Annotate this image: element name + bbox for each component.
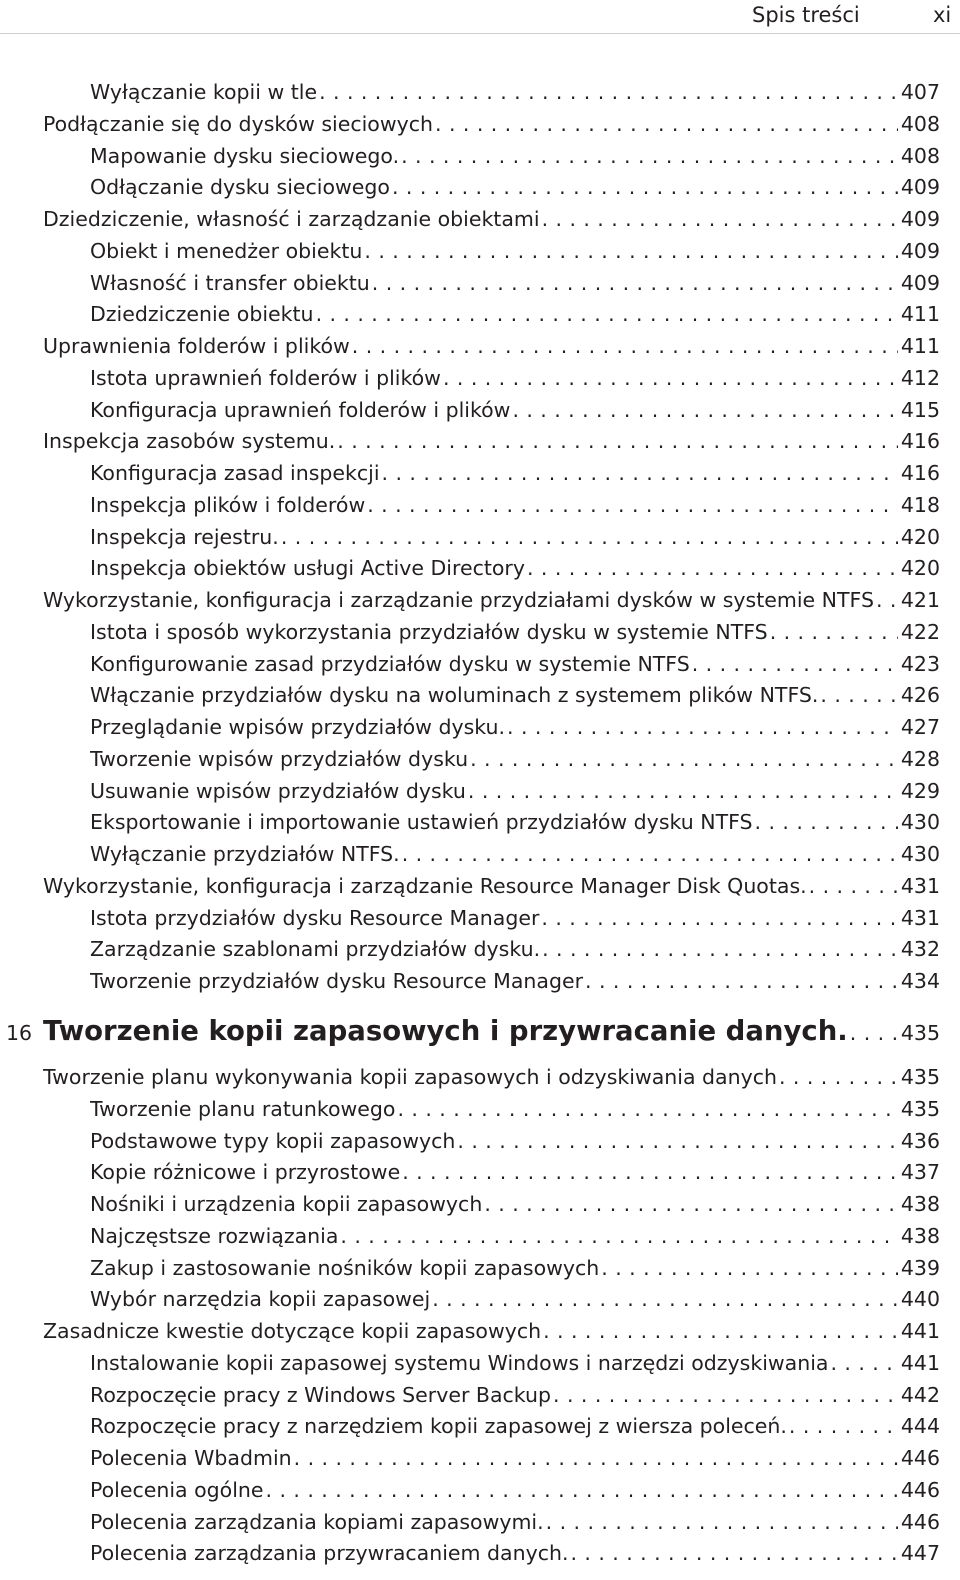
dot-leader (512, 395, 897, 425)
toc-entry-title: Zasadnicze kwestie dotyczące kopii zapasowych (43, 1319, 542, 1343)
toc-entry-page: 409 (900, 207, 940, 231)
toc-section-entry[interactable] (43, 109, 940, 139)
toc-subsection-entry[interactable] (90, 490, 940, 520)
toc-section-entry[interactable] (43, 1316, 940, 1346)
dot-leader (553, 1380, 898, 1410)
toc-subsection-entry[interactable] (90, 522, 940, 552)
toc-entry-page: 441 (900, 1319, 940, 1343)
toc-entry-title: Wyłączanie przydziałów NTFS. (90, 842, 400, 866)
toc-entry-title: Instalowanie kopii zapasowej systemu Windows i narzędzi odzyskiwania (90, 1350, 829, 1375)
toc-subsection-entry[interactable] (90, 903, 940, 933)
dot-leader (543, 1316, 898, 1346)
toc-entry-title: Konfigurowanie zasad przydziałów dysku w systemie NTFS (90, 651, 690, 676)
toc-subsection-entry[interactable] (90, 1253, 940, 1283)
toc-entry-title: Włączanie przydziałów dysku na woluminach z systemem plików NTFS. (90, 683, 819, 708)
dot-leader (435, 109, 898, 139)
toc-entry-page: 421 (900, 588, 940, 612)
dot-leader (541, 903, 897, 933)
toc-subsection-entry[interactable] (90, 1157, 940, 1187)
toc-entry-title: Inspekcja rejestru. (90, 524, 279, 549)
toc-subsection-entry[interactable] (90, 1126, 940, 1156)
dot-leader (507, 712, 898, 742)
page-header (0, 0, 960, 34)
dot-leader (571, 1538, 898, 1568)
toc-entry-title: Eksportowanie i importowanie ustawień przydziałów dysku NTFS (90, 810, 753, 835)
toc-entry-page: 437 (900, 1160, 940, 1185)
toc-subsection-entry[interactable] (90, 680, 940, 710)
toc-entry-page: 444 (900, 1414, 940, 1439)
toc-entry-title: Rozpoczęcie pracy z Windows Server Backup (90, 1382, 552, 1407)
toc-entry-title: Kopie różnicowe i przyrostowe (90, 1160, 401, 1185)
toc-subsection-entry[interactable] (90, 807, 940, 837)
dot-leader (402, 1157, 898, 1187)
toc-subsection-entry[interactable] (90, 934, 940, 964)
toc-subsection-entry[interactable] (90, 1380, 940, 1410)
dot-leader (542, 204, 898, 234)
toc-subsection-entry[interactable] (90, 1284, 940, 1314)
toc-subsection-entry[interactable] (90, 712, 940, 742)
toc-entry-title: Przeglądanie wpisów przydziałów dysku. (90, 715, 506, 739)
dot-leader (850, 1021, 898, 1045)
toc-subsection-entry[interactable] (90, 839, 940, 869)
dot-leader (372, 268, 898, 298)
toc-entry-page: 428 (900, 746, 940, 771)
toc-entry-page: 409 (900, 238, 940, 263)
toc-entry-page: 420 (900, 524, 940, 549)
dot-leader (831, 1348, 898, 1378)
toc-entry-page: 411 (900, 334, 940, 358)
toc-subsection-entry[interactable] (90, 1507, 940, 1537)
toc-entry-title: Mapowanie dysku sieciowego. (90, 143, 400, 168)
toc-subsection-entry[interactable] (90, 776, 940, 806)
toc-entry-page: 409 (900, 270, 940, 295)
toc-entry-title: Rozpoczęcie pracy z narzędziem kopii zapasowej z wiersza poleceń. (90, 1414, 787, 1439)
dot-leader (876, 585, 898, 615)
dot-leader (468, 776, 898, 806)
toc-entry-title: Obiekt i menedżer obiektu (90, 238, 363, 263)
header-rule (0, 33, 960, 34)
toc-subsection-entry[interactable] (90, 77, 940, 107)
toc-entry-title: Inspekcja obiektów usługi Active Directory (90, 556, 525, 581)
toc-subsection-entry[interactable] (90, 553, 940, 583)
toc-entry-page: 408 (900, 111, 940, 136)
dot-leader (367, 490, 898, 520)
toc-section-entry[interactable] (43, 204, 940, 234)
dot-leader (527, 553, 898, 583)
toc-entry-page: 422 (900, 619, 940, 644)
dot-leader (770, 617, 898, 647)
toc-entry-title: Polecenia zarządzania kopiami zapasowymi. (90, 1509, 544, 1534)
toc-entry-title: Polecenia zarządzania przywracaniem danych. (90, 1541, 569, 1566)
dot-leader (779, 1062, 898, 1092)
toc-entry-page: 446 (900, 1509, 940, 1534)
toc-entry-page: 431 (900, 873, 940, 898)
dot-leader (432, 1284, 898, 1314)
dot-leader (281, 522, 898, 552)
toc-subsection-entry[interactable] (90, 1411, 940, 1441)
toc-subsection-entry[interactable] (90, 1189, 940, 1219)
toc-entry-title: Uprawnienia folderów i plików (43, 334, 350, 358)
dot-leader (542, 934, 898, 964)
toc-entry-title: Zakup i zastosowanie nośników kopii zapasowych (90, 1255, 600, 1280)
toc-entry-page: 420 (900, 556, 940, 581)
toc-subsection-entry[interactable] (90, 1221, 940, 1251)
toc-entry-page: 446 (900, 1446, 940, 1470)
toc-subsection-entry[interactable] (90, 395, 940, 425)
toc-entry-page: 416 (900, 429, 940, 454)
toc-entry-title: Najczęstsze rozwiązania (90, 1223, 339, 1248)
toc-entry-title: Zarządzanie szablonami przydziałów dysku. (90, 937, 541, 962)
toc-entry-title: Inspekcja plików i folderów (90, 492, 366, 517)
toc-subsection-entry[interactable] (90, 268, 940, 298)
toc-entry-title: Dziedziczenie obiektu (90, 302, 314, 327)
toc-entry-page: 415 (900, 397, 940, 422)
dot-leader (809, 871, 898, 901)
toc-entry-page: 434 (900, 969, 940, 993)
toc-entry-title: Tworzenie planu wykonywania kopii zapasowych i odzyskiwania danych (43, 1065, 777, 1089)
toc-entry-title: Wykorzystanie, konfiguracja i zarządzanie Resource Manager Disk Quotas. (43, 873, 807, 898)
toc-entry-page: 447 (900, 1541, 940, 1566)
toc-entry-page: 409 (900, 175, 940, 200)
dot-leader (319, 77, 898, 107)
toc-section-entry[interactable] (43, 331, 940, 361)
toc-section-entry[interactable] (43, 585, 940, 615)
toc-subsection-entry[interactable] (90, 617, 940, 647)
chapter-number: 16 (6, 1021, 33, 1045)
toc-subsection-entry[interactable] (90, 363, 940, 393)
toc-entry-page: 426 (900, 683, 940, 708)
dot-leader (546, 1507, 898, 1537)
toc-entry-page: 408 (900, 143, 940, 168)
toc-subsection-entry[interactable] (90, 299, 940, 329)
dot-leader (755, 807, 898, 837)
toc-entry-page: 435 (900, 1065, 940, 1089)
dot-leader (402, 839, 898, 869)
toc-entry-title: Istota przydziałów dysku Resource Manager (90, 905, 540, 930)
toc-subsection-entry[interactable] (90, 1443, 940, 1473)
toc-subsection-entry[interactable] (90, 649, 940, 679)
toc-entry-page: 438 (900, 1192, 940, 1216)
toc-entry-title: Wyłączanie kopii w tle (90, 80, 318, 104)
toc-entry-page: 442 (900, 1382, 940, 1407)
dot-leader (294, 1443, 898, 1473)
toc-entry-title: Istota uprawnień folderów i plików (90, 365, 441, 390)
toc-subsection-entry[interactable] (90, 1348, 940, 1378)
toc-entry-title: Nośniki i urządzenia kopii zapasowych (90, 1192, 483, 1216)
toc-entry-page: 429 (900, 778, 940, 803)
toc-section-entry[interactable] (43, 1062, 940, 1092)
toc-entry-page: 432 (900, 937, 940, 962)
dot-leader (364, 236, 897, 266)
dot-leader (397, 1094, 897, 1124)
chapter-title: Tworzenie kopii zapasowych i przywracanie danych. (43, 1015, 848, 1047)
toc-entry-page: 412 (900, 365, 940, 390)
toc-entry-page: 418 (900, 492, 940, 517)
toc-entry-title: Usuwanie wpisów przydziałów dysku (90, 778, 466, 803)
toc-subsection-entry[interactable] (90, 966, 940, 996)
dot-leader (470, 744, 898, 774)
dot-leader (382, 458, 898, 488)
toc-subsection-entry[interactable] (90, 744, 940, 774)
toc-entry-title: Konfiguracja zasad inspekcji (90, 461, 380, 485)
toc-entry-page: 439 (900, 1255, 940, 1280)
toc-subsection-entry[interactable] (90, 458, 940, 488)
toc-entry-page: 430 (900, 842, 940, 866)
dot-leader (337, 426, 898, 456)
toc-entry-title: Własność i transfer obiektu (90, 270, 370, 295)
toc-entry-page: 423 (900, 651, 940, 676)
toc-chapter-entry[interactable] (0, 1015, 940, 1057)
toc-entry-page: 411 (900, 302, 940, 327)
dot-leader (789, 1411, 898, 1441)
toc-entry-page: 416 (900, 461, 940, 485)
toc-entry-title: Konfiguracja uprawnień folderów i plików (90, 397, 511, 422)
toc-subsection-entry[interactable] (90, 172, 940, 202)
dot-leader (457, 1126, 897, 1156)
chapter-page: 435 (900, 1021, 940, 1045)
toc-entry-title: Tworzenie wpisów przydziałów dysku (90, 746, 469, 771)
dot-leader (401, 141, 898, 171)
toc-entry-title: Polecenia ogólne (90, 1477, 264, 1502)
toc-entry-title: Wykorzystanie, konfiguracja i zarządzanie przydziałami dysków w systemie NTFS (43, 588, 874, 612)
dot-leader (692, 649, 898, 679)
dot-leader (820, 680, 897, 710)
toc-entry-title: Odłączanie dysku sieciowego (90, 175, 390, 200)
toc-entry-page: 436 (900, 1128, 940, 1153)
toc-subsection-entry[interactable] (90, 236, 940, 266)
toc-entry-page: 430 (900, 810, 940, 835)
dot-leader (392, 172, 898, 202)
dot-leader (266, 1475, 898, 1505)
toc-entry-title: Podłączanie się do dysków sieciowych (43, 111, 434, 136)
toc-entry-page: 440 (900, 1287, 940, 1312)
toc-entry-title: Polecenia Wbadmin (90, 1446, 292, 1470)
toc-entry-title: Tworzenie planu ratunkowego (90, 1096, 396, 1121)
toc-section-entry[interactable] (43, 871, 940, 901)
toc-entry-page: 407 (900, 80, 940, 104)
toc-entry-page: 431 (900, 905, 940, 930)
toc-entry-page: 441 (900, 1350, 940, 1375)
toc-entry-title: Dziedziczenie, własność i zarządzanie obiektami (43, 207, 540, 231)
toc-subsection-entry[interactable] (90, 1094, 940, 1124)
toc-section-entry[interactable] (43, 426, 940, 456)
toc-entry-title: Inspekcja zasobów systemu. (43, 429, 336, 454)
toc-entry-page: 446 (900, 1477, 940, 1502)
toc-subsection-entry[interactable] (90, 1475, 940, 1505)
dot-leader (316, 299, 898, 329)
toc-subsection-entry[interactable] (90, 1538, 940, 1568)
toc-entry-title: Tworzenie przydziałów dysku Resource Manager (90, 969, 584, 993)
dot-leader (484, 1189, 898, 1219)
dot-leader (352, 331, 898, 361)
toc-entry-title: Istota i sposób wykorzystania przydziałów dysku w systemie NTFS (90, 619, 768, 644)
dot-leader (601, 1253, 898, 1283)
toc-entry-page: 435 (900, 1096, 940, 1121)
toc-entry-title: Podstawowe typy kopii zapasowych (90, 1128, 456, 1153)
running-header-page-number: xi (933, 3, 952, 27)
toc-entry-page: 438 (900, 1223, 940, 1248)
running-header-title: Spis treści (752, 3, 860, 27)
dot-leader (443, 363, 898, 393)
toc-entry-title: Wybór narzędzia kopii zapasowej (90, 1287, 431, 1312)
dot-leader (340, 1221, 897, 1251)
toc-subsection-entry[interactable] (90, 141, 940, 171)
toc-entry-page: 427 (900, 715, 940, 739)
dot-leader (585, 966, 898, 996)
